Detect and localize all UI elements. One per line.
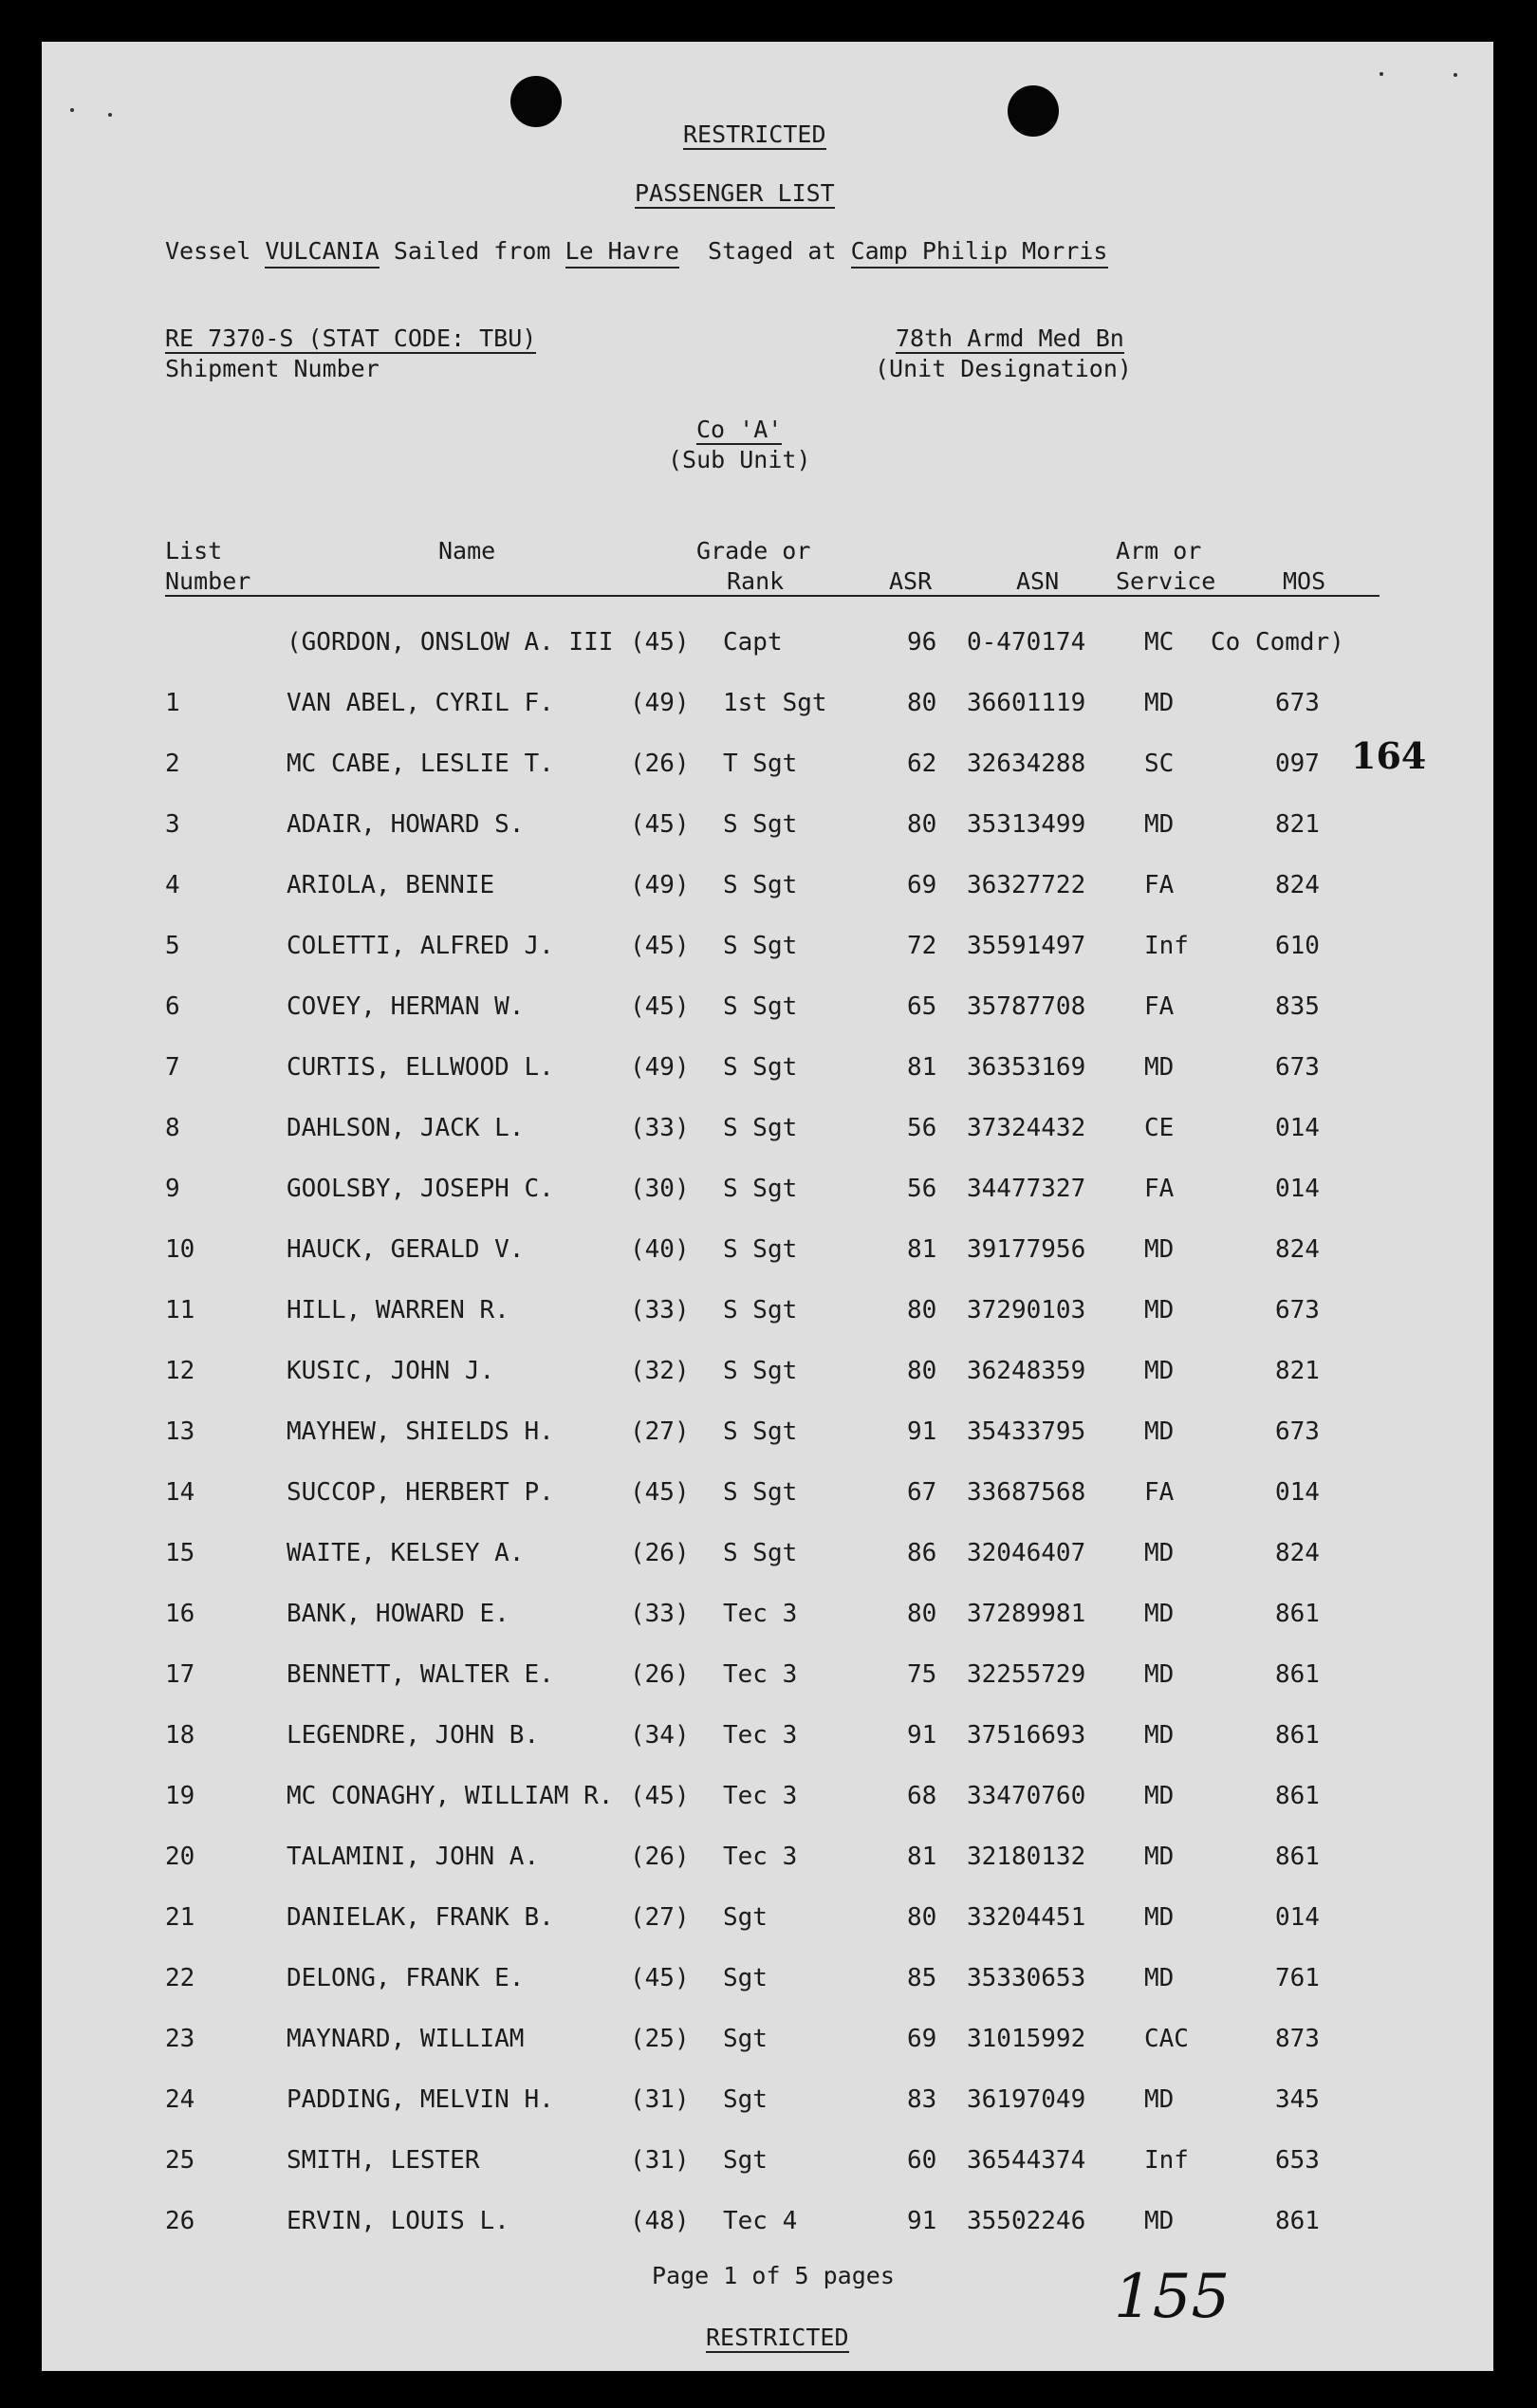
asr: 65 — [907, 992, 937, 1021]
arm-service: MD — [1144, 1235, 1175, 1264]
shipment-number: RE 7370-S (STAT CODE: TBU) — [165, 324, 537, 352]
list-number: 25 — [165, 2146, 195, 2175]
age: (26) — [630, 1539, 690, 1567]
table-row — [42, 932, 1493, 970]
asn: 34477327 — [967, 1175, 1086, 1203]
soldier-name: ERVIN, LOUIS L. — [287, 2207, 509, 2235]
col-mos: MOS — [1283, 567, 1326, 595]
list-number: 24 — [165, 2085, 195, 2114]
list-number: 26 — [165, 2207, 195, 2235]
grade: S Sgt — [723, 1175, 798, 1203]
grade: Tec 4 — [723, 2207, 798, 2235]
col-arm-line1: Arm or — [1116, 537, 1202, 565]
age: (26) — [630, 1660, 690, 1689]
list-number: 4 — [165, 871, 180, 899]
table-row — [42, 689, 1493, 727]
arm-service: MC — [1144, 628, 1175, 657]
asr: 62 — [907, 750, 937, 778]
grade: Sgt — [723, 2085, 768, 2114]
list-number: 13 — [165, 1417, 195, 1446]
soldier-name: SMITH, LESTER — [287, 2146, 480, 2175]
list-number: 16 — [165, 1600, 195, 1628]
arm-service: MD — [1144, 2085, 1175, 2114]
grade: Sgt — [723, 2146, 768, 2175]
arm-service: FA — [1144, 992, 1175, 1021]
list-number: 18 — [165, 1721, 195, 1750]
grade: Tec 3 — [723, 1660, 798, 1689]
mos: 821 — [1275, 810, 1320, 839]
mos: 673 — [1275, 1053, 1320, 1082]
list-number: 11 — [165, 1296, 195, 1324]
grade: S Sgt — [723, 810, 798, 839]
list-number: 3 — [165, 810, 180, 839]
asn: 32255729 — [967, 1660, 1086, 1689]
soldier-name: COVEY, HERMAN W. — [287, 992, 525, 1021]
age: (26) — [630, 1843, 690, 1871]
asr: 56 — [907, 1175, 937, 1203]
age: (48) — [630, 2207, 690, 2235]
asn: 37324432 — [967, 1114, 1086, 1142]
age: (31) — [630, 2146, 690, 2175]
arm-service: MD — [1144, 1053, 1175, 1082]
table-row — [42, 750, 1493, 787]
asr: 81 — [907, 1843, 937, 1871]
age: (45) — [630, 628, 690, 657]
grade: Tec 3 — [723, 1600, 798, 1628]
handwritten-number: 155 — [1114, 2262, 1231, 2332]
age: (34) — [630, 1721, 690, 1750]
asr: 80 — [907, 689, 937, 717]
asr: 68 — [907, 1782, 937, 1810]
restricted-top: RESTRICTED — [683, 120, 826, 148]
mos: 673 — [1275, 1296, 1320, 1324]
table-row — [42, 1721, 1493, 1759]
mos: 673 — [1275, 689, 1320, 717]
mos: 014 — [1275, 1114, 1320, 1142]
sailed-label: Sailed from — [393, 237, 551, 265]
soldier-name: HAUCK, GERALD V. — [287, 1235, 525, 1264]
asn: 32180132 — [967, 1843, 1086, 1871]
col-grade-line1: Grade or — [696, 537, 811, 565]
asn: 35591497 — [967, 932, 1086, 960]
age: (32) — [630, 1357, 690, 1385]
table-row — [42, 1539, 1493, 1577]
mos: 610 — [1275, 932, 1320, 960]
table-row — [42, 1296, 1493, 1334]
mos: 861 — [1275, 1721, 1320, 1750]
mos: 861 — [1275, 1600, 1320, 1628]
table-row — [42, 1782, 1493, 1820]
grade: S Sgt — [723, 992, 798, 1021]
asn: 36544374 — [967, 2146, 1086, 2175]
grade: Tec 3 — [723, 1782, 798, 1810]
age: (49) — [630, 871, 690, 899]
grade: T Sgt — [723, 750, 798, 778]
grade: Sgt — [723, 1903, 768, 1932]
soldier-name: DELONG, FRANK E. — [287, 1964, 525, 1992]
mos: 014 — [1275, 1903, 1320, 1932]
soldier-name: COLETTI, ALFRED J. — [287, 932, 554, 960]
asr: 67 — [907, 1478, 937, 1507]
grade: Sgt — [723, 2025, 768, 2053]
list-number: 20 — [165, 1843, 195, 1871]
grade: S Sgt — [723, 1296, 798, 1324]
grade: Tec 3 — [723, 1843, 798, 1871]
col-grade-line2: Rank — [727, 567, 785, 595]
soldier-name: PADDING, MELVIN H. — [287, 2085, 554, 2114]
asr: 69 — [907, 2025, 937, 2053]
list-number: 23 — [165, 2025, 195, 2053]
asn: 35313499 — [967, 810, 1086, 839]
age: (33) — [630, 1114, 690, 1142]
arm-service: FA — [1144, 1478, 1175, 1507]
sub-unit: Co 'A' — [696, 416, 783, 443]
list-number: 12 — [165, 1357, 195, 1385]
asn: 36327722 — [967, 871, 1086, 899]
grade: S Sgt — [723, 932, 798, 960]
age: (25) — [630, 2025, 690, 2053]
list-number: 6 — [165, 992, 180, 1021]
asn: 36248359 — [967, 1357, 1086, 1385]
age: (45) — [630, 992, 690, 1021]
arm-service: MD — [1144, 689, 1175, 717]
age: (40) — [630, 1235, 690, 1264]
soldier-name: DANIELAK, FRANK B. — [287, 1903, 554, 1932]
mos: 653 — [1275, 2146, 1320, 2175]
mos: 345 — [1275, 2085, 1320, 2114]
mos: 861 — [1275, 2207, 1320, 2235]
paper-speck — [70, 108, 74, 112]
asn: 32634288 — [967, 750, 1086, 778]
asr: 80 — [907, 1296, 937, 1324]
age: (33) — [630, 1296, 690, 1324]
asn: 35330653 — [967, 1964, 1086, 1992]
age: (45) — [630, 1782, 690, 1810]
arm-service: MD — [1144, 810, 1175, 839]
asr: 91 — [907, 1417, 937, 1446]
grade: 1st Sgt — [723, 689, 827, 717]
arm-service: MD — [1144, 1357, 1175, 1385]
arm-service: FA — [1144, 1175, 1175, 1203]
grade: Sgt — [723, 1964, 768, 1992]
asr: 60 — [907, 2146, 937, 2175]
staging-camp: Camp Philip Morris — [851, 237, 1108, 269]
asr: 69 — [907, 871, 937, 899]
mos: 824 — [1275, 1539, 1320, 1567]
table-row — [42, 2085, 1493, 2123]
soldier-name: WAITE, KELSEY A. — [287, 1539, 525, 1567]
table-row — [42, 1478, 1493, 1516]
asr: 80 — [907, 1600, 937, 1628]
departure-port: Le Havre — [565, 237, 679, 269]
document-title: PASSENGER LIST — [635, 179, 835, 207]
asn: 36197049 — [967, 2085, 1086, 2114]
asn: 36353169 — [967, 1053, 1086, 1082]
soldier-name: LEGENDRE, JOHN B. — [287, 1721, 540, 1750]
arm-service: MD — [1144, 1903, 1175, 1932]
age: (31) — [630, 2085, 690, 2114]
table-row — [42, 1417, 1493, 1455]
arm-service: MD — [1144, 1296, 1175, 1324]
grade: Tec 3 — [723, 1721, 798, 1750]
page-indicator: Page 1 of 5 pages — [652, 2262, 895, 2289]
asn: 31015992 — [967, 2025, 1086, 2053]
list-number: 7 — [165, 1053, 180, 1082]
list-number: 14 — [165, 1478, 195, 1507]
arm-service: CAC — [1144, 2025, 1189, 2053]
age: (30) — [630, 1175, 690, 1203]
table-row — [42, 1053, 1493, 1091]
mos: 014 — [1275, 1478, 1320, 1507]
asn: 0-470174 — [967, 628, 1086, 657]
asr: 80 — [907, 810, 937, 839]
list-number: 10 — [165, 1235, 195, 1264]
table-row — [42, 1357, 1493, 1395]
age: (27) — [630, 1417, 690, 1446]
punch-hole-right — [1008, 85, 1059, 137]
list-number: 22 — [165, 1964, 195, 1992]
grade: S Sgt — [723, 1478, 798, 1507]
soldier-name: TALAMINI, JOHN A. — [287, 1843, 540, 1871]
age: (26) — [630, 750, 690, 778]
asn: 33470760 — [967, 1782, 1086, 1810]
soldier-name: DAHLSON, JACK L. — [287, 1114, 525, 1142]
mos: 014 — [1275, 1175, 1320, 1203]
table-row — [42, 1114, 1493, 1152]
asr: 96 — [907, 628, 937, 657]
asr: 86 — [907, 1539, 937, 1567]
arm-service: FA — [1144, 871, 1175, 899]
asr: 81 — [907, 1053, 937, 1082]
grade: S Sgt — [723, 1539, 798, 1567]
arm-service: MD — [1144, 1660, 1175, 1689]
table-row — [42, 871, 1493, 909]
table-row — [42, 2025, 1493, 2063]
age: (33) — [630, 1600, 690, 1628]
soldier-name: GOOLSBY, JOSEPH C. — [287, 1175, 554, 1203]
soldier-name: MAYNARD, WILLIAM — [287, 2025, 525, 2053]
table-row — [42, 1903, 1493, 1941]
asr: 91 — [907, 1721, 937, 1750]
arm-service: Inf — [1144, 2146, 1189, 2175]
unit-designation: 78th Armd Med Bn — [896, 324, 1124, 352]
arm-service: MD — [1144, 1782, 1175, 1810]
asn: 36601119 — [967, 689, 1086, 717]
restricted-bottom: RESTRICTED — [706, 2324, 849, 2351]
list-number: 21 — [165, 1903, 195, 1932]
punch-hole-left — [510, 76, 562, 127]
asn: 35502246 — [967, 2207, 1086, 2235]
soldier-name: KUSIC, JOHN J. — [287, 1357, 495, 1385]
arm-service: MD — [1144, 1600, 1175, 1628]
header-rule — [165, 595, 1380, 597]
grade: S Sgt — [723, 1114, 798, 1142]
paper-speck — [1380, 72, 1383, 76]
mos: 824 — [1275, 1235, 1320, 1264]
asn: 37290103 — [967, 1296, 1086, 1324]
shipment-number-label: Shipment Number — [165, 355, 380, 382]
list-number: 8 — [165, 1114, 180, 1142]
soldier-name: VAN ABEL, CYRIL F. — [287, 689, 554, 717]
asr: 56 — [907, 1114, 937, 1142]
age: (45) — [630, 932, 690, 960]
asr: 91 — [907, 2207, 937, 2235]
age: (45) — [630, 1478, 690, 1507]
table-row — [42, 1235, 1493, 1273]
mos: 097 — [1275, 750, 1320, 778]
table-row — [42, 628, 1493, 666]
stamped-number: 164 — [1351, 734, 1427, 777]
soldier-name: (GORDON, ONSLOW A. III — [287, 628, 614, 657]
soldier-name: BENNETT, WALTER E. — [287, 1660, 554, 1689]
grade: S Sgt — [723, 1357, 798, 1385]
table-row — [42, 810, 1493, 848]
arm-service: MD — [1144, 1721, 1175, 1750]
arm-service: MD — [1144, 1539, 1175, 1567]
col-list-number-line1: List — [165, 537, 223, 565]
unit-designation-label: (Unit Designation) — [875, 355, 1132, 382]
sub-unit-label: (Sub Unit) — [668, 446, 811, 473]
table-row — [42, 1600, 1493, 1638]
soldier-name: MAYHEW, SHIELDS H. — [287, 1417, 554, 1446]
asr: 72 — [907, 932, 937, 960]
arm-service: Inf — [1144, 932, 1189, 960]
asn: 33204451 — [967, 1903, 1086, 1932]
document-page — [42, 42, 1493, 2371]
mos: 673 — [1275, 1417, 1320, 1446]
arm-service: SC — [1144, 750, 1175, 778]
mos: 835 — [1275, 992, 1320, 1021]
soldier-name: ADAIR, HOWARD S. — [287, 810, 525, 839]
vessel-line — [165, 239, 1108, 263]
soldier-name: MC CABE, LESLIE T. — [287, 750, 554, 778]
vessel-label: Vessel — [165, 237, 251, 265]
arm-service: MD — [1144, 1843, 1175, 1871]
asn: 32046407 — [967, 1539, 1086, 1567]
age: (49) — [630, 1053, 690, 1082]
asr: 80 — [907, 1903, 937, 1932]
mos: 861 — [1275, 1782, 1320, 1810]
mos: 861 — [1275, 1843, 1320, 1871]
paper-speck — [108, 113, 112, 117]
soldier-name: MC CONAGHY, WILLIAM R. — [287, 1782, 614, 1810]
list-number: 15 — [165, 1539, 195, 1567]
mos: Co Comdr) — [1211, 628, 1344, 657]
table-row — [42, 2146, 1493, 2184]
list-number: 19 — [165, 1782, 195, 1810]
grade: S Sgt — [723, 871, 798, 899]
asn: 37516693 — [967, 1721, 1086, 1750]
age: (45) — [630, 1964, 690, 1992]
soldier-name: SUCCOP, HERBERT P. — [287, 1478, 554, 1507]
soldier-name: BANK, HOWARD E. — [287, 1600, 509, 1628]
soldier-name: CURTIS, ELLWOOD L. — [287, 1053, 554, 1082]
age: (27) — [630, 1903, 690, 1932]
asr: 81 — [907, 1235, 937, 1264]
list-number: 1 — [165, 689, 180, 717]
asn: 39177956 — [967, 1235, 1086, 1264]
grade: S Sgt — [723, 1053, 798, 1082]
mos: 821 — [1275, 1357, 1320, 1385]
asr: 75 — [907, 1660, 937, 1689]
grade: S Sgt — [723, 1417, 798, 1446]
asn: 33687568 — [967, 1478, 1086, 1507]
asr: 85 — [907, 1964, 937, 1992]
grade: S Sgt — [723, 1235, 798, 1264]
age: (49) — [630, 689, 690, 717]
table-row — [42, 2207, 1493, 2245]
asn: 37289981 — [967, 1600, 1086, 1628]
mos: 873 — [1275, 2025, 1320, 2053]
mos: 861 — [1275, 1660, 1320, 1689]
table-row — [42, 1843, 1493, 1880]
soldier-name: HILL, WARREN R. — [287, 1296, 509, 1324]
grade: Capt — [723, 628, 783, 657]
asn: 35787708 — [967, 992, 1086, 1021]
arm-service: CE — [1144, 1114, 1175, 1142]
age: (45) — [630, 810, 690, 839]
col-list-number-line2: Number — [165, 567, 251, 595]
vessel-name: VULCANIA — [265, 237, 379, 269]
soldier-name: ARIOLA, BENNIE — [287, 871, 495, 899]
list-number: 5 — [165, 932, 180, 960]
arm-service: MD — [1144, 2207, 1175, 2235]
list-number: 2 — [165, 750, 180, 778]
arm-service: MD — [1144, 1417, 1175, 1446]
mos: 824 — [1275, 871, 1320, 899]
list-number: 17 — [165, 1660, 195, 1689]
asr: 80 — [907, 1357, 937, 1385]
table-row — [42, 1964, 1493, 2002]
asn: 35433795 — [967, 1417, 1086, 1446]
mos: 761 — [1275, 1964, 1320, 1992]
table-row — [42, 1175, 1493, 1213]
col-name: Name — [438, 537, 496, 565]
list-number: 9 — [165, 1175, 180, 1203]
table-row — [42, 1660, 1493, 1698]
col-arm-line2: Service — [1116, 567, 1216, 595]
col-asn: ASN — [1016, 567, 1060, 595]
staged-label: Staged at — [708, 237, 837, 265]
table-row — [42, 992, 1493, 1030]
paper-speck — [1454, 73, 1457, 77]
asr: 83 — [907, 2085, 937, 2114]
arm-service: MD — [1144, 1964, 1175, 1992]
col-asr: ASR — [889, 567, 933, 595]
